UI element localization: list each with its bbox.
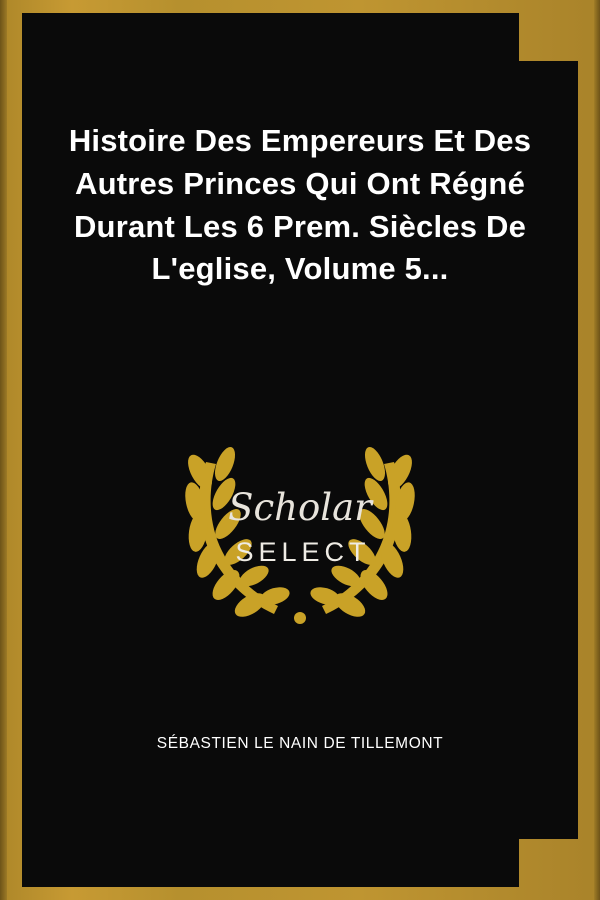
book-author: SÉBASTIEN LE NAIN DE TILLEMONT	[156, 735, 444, 752]
logo-word-scholar: Scholar	[228, 485, 372, 529]
book-title: Histoire Des Empereurs Et Des Autres Princes Qui Ont Régné Durant Les 6 Prem. Siècles De L'eglise, Volume 5...	[68, 123, 532, 287]
laurel-wreath-icon	[170, 428, 430, 643]
logo-word-select: SELECT	[235, 536, 371, 567]
scholar-select-logo	[0, 420, 600, 650]
